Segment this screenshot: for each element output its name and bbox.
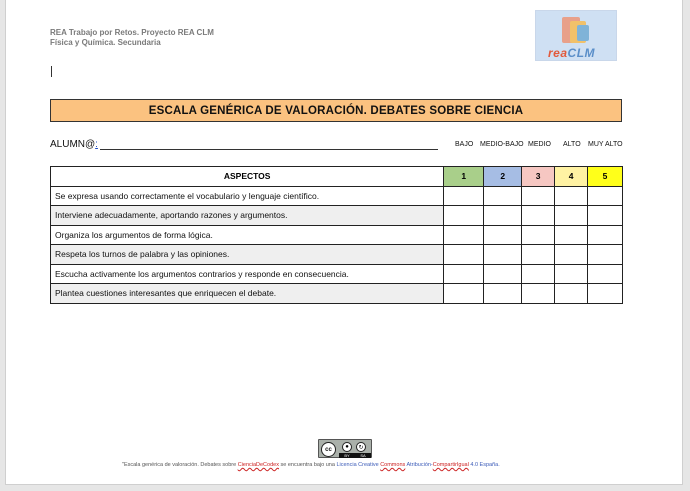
score-header-5: 5 (588, 167, 623, 187)
score-cell[interactable] (555, 206, 588, 226)
score-cell[interactable] (522, 245, 555, 265)
score-cell[interactable] (522, 284, 555, 304)
table-row (51, 245, 623, 265)
share-alike-icon: ↻ (356, 442, 366, 452)
score-header-3: 3 (522, 167, 555, 187)
aspect-cell: Organiza los argumentos de forma lógica. (51, 225, 444, 245)
score-cell[interactable] (522, 225, 555, 245)
score-cell[interactable] (484, 186, 522, 206)
aspect-cell: Respeta los turnos de palabra y las opiniones. (51, 245, 444, 265)
person-icon: ● (342, 442, 352, 452)
score-cell[interactable] (484, 264, 522, 284)
table-row (51, 206, 623, 226)
score-cell[interactable] (555, 284, 588, 304)
score-cell[interactable] (588, 264, 623, 284)
score-cell[interactable] (484, 206, 522, 226)
page-title: ESCALA GENÉRICA DE VALORACIÓN. DEBATES SOBRE CIENCIA (50, 99, 622, 122)
table-row (51, 284, 623, 304)
table-row (51, 186, 623, 206)
cc-icon: cc (321, 442, 336, 457)
score-cell[interactable] (555, 264, 588, 284)
score-cell[interactable] (484, 225, 522, 245)
license-notice: "Escala genérica de valoración. Debates sobre CienciaDeCodex se encuentra bajo una Licencia Creative Commons Atribución-CompartirIgual 4.0 España. (122, 462, 500, 468)
score-cell[interactable] (484, 245, 522, 265)
score-header-1: 1 (444, 167, 484, 187)
level-label-bajo: BAJO (455, 141, 474, 148)
header-line-1: REA Trabajo por Retos. Proyecto REA CLM (50, 28, 214, 37)
table-row (51, 225, 623, 245)
table-row (51, 264, 623, 284)
score-cell[interactable] (522, 206, 555, 226)
score-cell[interactable] (588, 284, 623, 304)
aspect-cell: Se expresa usando correctamente el vocabulario y lenguaje científico. (51, 186, 444, 206)
score-cell[interactable] (444, 245, 484, 265)
text-cursor (51, 66, 52, 77)
score-cell[interactable] (588, 206, 623, 226)
aspect-cell: Interviene adecuadamente, aportando razones y argumentos. (51, 206, 444, 226)
score-cell[interactable] (444, 206, 484, 226)
level-label-muy-alto: MUY ALTO (588, 141, 623, 148)
license-link[interactable]: Licencia Creative (336, 462, 381, 468)
aspect-cell: Plantea cuestiones interesantes que enriquecen el debate. (51, 284, 444, 304)
score-cell[interactable] (522, 264, 555, 284)
student-label: ALUMN@: (50, 139, 98, 150)
score-cell[interactable] (588, 245, 623, 265)
score-header-2: 2 (484, 167, 522, 187)
level-label-medio: MEDIO (528, 141, 551, 148)
score-cell[interactable] (444, 284, 484, 304)
score-cell[interactable] (555, 245, 588, 265)
creative-commons-badge[interactable]: cc ● ↻ BY SA (318, 439, 372, 458)
score-cell[interactable] (555, 186, 588, 206)
score-cell[interactable] (588, 225, 623, 245)
aspect-cell: Escucha activamente los argumentos contrarios y responde en consecuencia. (51, 264, 444, 284)
score-cell[interactable] (588, 186, 623, 206)
score-cell[interactable] (484, 284, 522, 304)
rating-table (50, 166, 623, 304)
aspects-header: ASPECTOS (51, 167, 444, 187)
score-cell[interactable] (444, 186, 484, 206)
level-label-medio-bajo: MEDIO-BAJO (480, 141, 524, 148)
document-header (50, 28, 214, 48)
logo-text: reaCLM (548, 46, 596, 60)
table-header-row (51, 167, 623, 187)
student-name-field[interactable] (100, 149, 438, 150)
score-cell[interactable] (522, 186, 555, 206)
level-label-alto: ALTO (563, 141, 581, 148)
score-cell[interactable] (444, 264, 484, 284)
header-line-2: Física y Química. Secundaria (50, 38, 161, 47)
score-header-4: 4 (555, 167, 588, 187)
score-cell[interactable] (444, 225, 484, 245)
score-cell[interactable] (555, 225, 588, 245)
document-page (6, 0, 682, 484)
rea-clm-logo (535, 10, 617, 61)
